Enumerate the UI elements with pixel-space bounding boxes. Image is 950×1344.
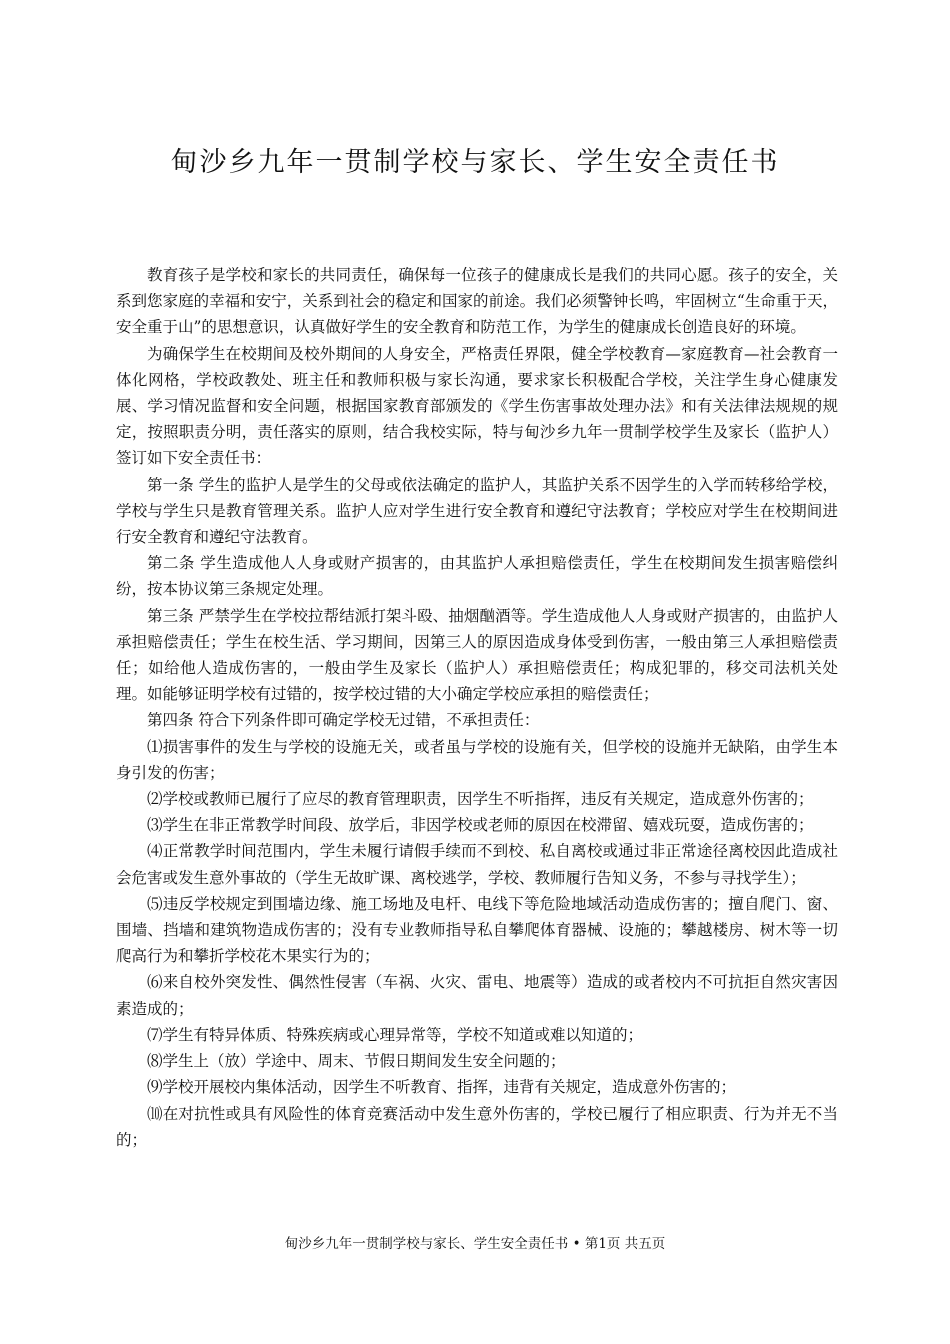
article-4-item-3: ⑶学生在非正常教学时间段、放学后，非因学校或老师的原因在校滞留、嬉戏玩耍，造成伤害的； (147, 816, 814, 835)
page-footer: 甸沙乡九年一贯制学校与家长、学生安全责任书 • 第1页 共五页 (284, 1236, 666, 1252)
article-4-item-1: ⑴损害事件的发生与学校的设施无关，或者虽与学校的设施有关，但学校的设施并无缺陷，由学生本身引发的伤害； (116, 737, 838, 782)
document-body (116, 262, 838, 1153)
article-3: 第三条 严禁学生在学校拉帮结派打架斗殴、抽烟酗酒等。学生造成他人人身或财产损害的，由监护人承担赔偿责任；学生在校生活、学习期间，因第三人的原因造成身体受到伤害，一般由第三人承担赔偿责任；如给他人造成伤害的，一般由学生及家长（监护人）承担赔偿责任；构成犯罪的，移交司法机关处理。如能够证明学校有过错的，按学校过错的大小确定学校应承担的赔偿责任； (116, 606, 838, 704)
article-4-item-8: ⑻学生上（放）学途中、周末、节假日期间发生安全问题的； (147, 1052, 566, 1071)
article-4-item-6: ⑹来自校外突发性、偶然性侵害（车祸、火灾、雷电、地震等）造成的或者校内不可抗拒自然灾害因素造成的； (116, 973, 838, 1018)
article-4: 第四条 符合下列条件即可确定学校无过错，不承担责任： (147, 711, 540, 730)
article-4-item-5: ⑸违反学校规定到围墙边缘、施工场地及电杆、电线下等危险地域活动造成伤害的；擅自爬门、窗、围墙、挡墙和建筑物造成伤害的；没有专业教师指导私自攀爬体育器械、设施的；攀越楼房、树木等一切爬高行为和攀折学校花木果实行为的； (116, 894, 838, 966)
article-4-item-9: ⑼学校开展校内集体活动，因学生不听教育、指挥，违背有关规定，造成意外伤害的； (147, 1078, 737, 1097)
article-2: 第二条 学生造成他人人身或财产损害的，由其监护人承担赔偿责任，学生在校期间发生损害赔偿纠纷，按本协议第三条规定处理。 (116, 554, 838, 599)
article-1: 第一条 学生的监护人是学生的父母或依法确定的监护人，其监护关系不因学生的入学而转移给学校，学校与学生只是教育管理关系。监护人应对学生进行安全教育和遵纪守法教育；学校应对学生在校期间进行安全教育和遵纪守法教育。 (116, 475, 838, 547)
article-4-item-2: ⑵学校或教师已履行了应尽的教育管理职责，因学生不听指挥，违反有关规定，造成意外伤害的； (147, 790, 814, 809)
purpose-paragraph: 为确保学生在校期间及校外期间的人身安全，严格责任界限，健全学校教育—家庭教育—社会教育一体化网格，学校政教处、班主任和教师积极与家长沟通，要求家长积极配合学校，关注学生身心健康发展、学习情况监督和安全问题，根据国家教育部颁发的《学生伤害事故处理办法》和有关法律法规规的规定，按照职责分明，责任落实的原则，结合我校实际，特与甸沙乡九年一贯制学校学生及家长（监护人）签订如下安全责任书： (116, 344, 838, 468)
article-4-item-4: ⑷正常教学时间范围内，学生未履行请假手续而不到校、私自离校或通过非正常途径离校因此造成社会危害或发生意外事故的（学生无故旷课、离校逃学，学校、教师履行告知义务，不参与寻找学生）； (116, 842, 838, 887)
intro-paragraph: 教育孩子是学校和家长的共同责任，确保每一位孩子的健康成长是我们的共同心愿。孩子的安全，关系到您家庭的幸福和安宁，关系到社会的稳定和国家的前途。我们必须警钟长鸣，牢固树立“生命重于天，安全重于山”的思想意识，认真做好学生的安全教育和防范工作，为学生的健康成长创造良好的环境。 (116, 266, 838, 337)
article-4-item-10: ⑽在对抗性或具有风险性的体育竞赛活动中发生意外伤害的，学校已履行了相应职责、行为并无不当的； (116, 1104, 838, 1149)
document-title: 甸沙乡九年一贯制学校与家长、学生安全责任书 (170, 147, 780, 178)
article-4-item-7: ⑺学生有特异体质、特殊疾病或心理异常等，学校不知道或难以知道的； (147, 1025, 644, 1044)
